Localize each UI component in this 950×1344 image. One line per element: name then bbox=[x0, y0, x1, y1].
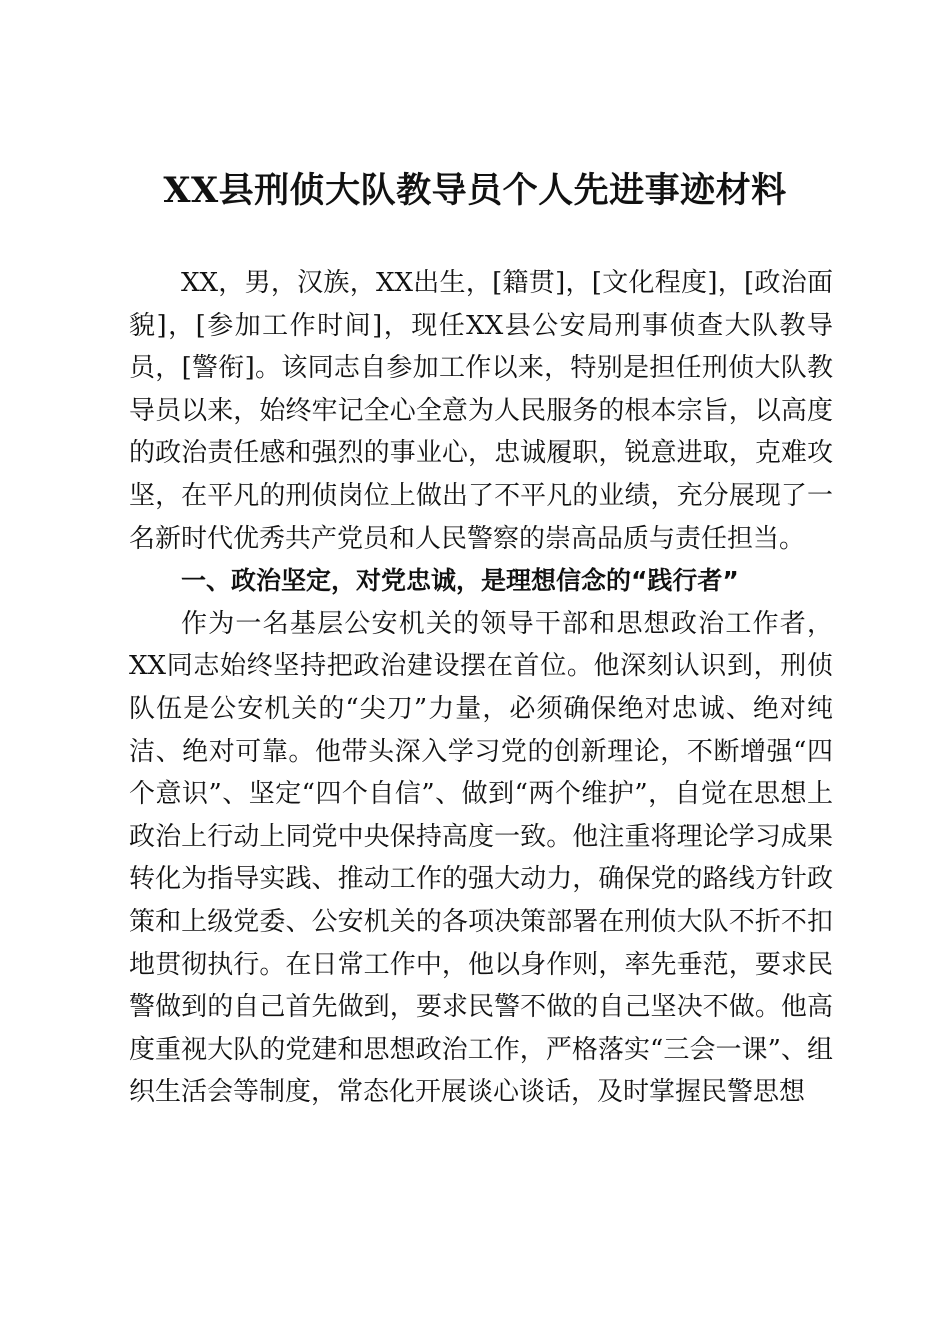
section-1-paragraph: 作为一名基层公安机关的领导干部和思想政治工作者，XX同志始终坚持把政治建设摆在首位。他深刻认识到，刑侦队伍是公安机关的“尖刀”力量，必须确保绝对忠诚、绝对纯洁、绝对可靠。他带头深入学习党的创新理论，不断增强“四个意识”、坚定“四个自信”、做到“两个维护”，自觉在思想上政治上行动上同党中央保持高度一致。他注重将理论学习成果转化为指导实践、推动工作的强大动力，确保党的路线方针政策和上级党委、公安机关的各项决策部署在刑侦大队不折不扣地贯彻执行。在日常工作中，他以身作则，率先垂范，要求民警做到的自己首先做到，要求民警不做的自己坚决不做。他高度重视大队的党建和思想政治工作，严格落实“三会一课”、组织生活会等制度，常态化开展谈心谈话，及时掌握民警思想 bbox=[129, 608, 833, 1108]
intro-paragraph: XX，男，汉族，XX出生，[籍贯]，[文化程度]，[政治面貌]，[参加工作时间]，现任XX县公安局刑事侦查大队教导员，[警衔]。该同志自参加工作以来，特别是担任刑侦大队教导员以来，始终牢记全心全意为人民服务的根本宗旨，以高度的政治责任感和强烈的事业心，忠诚履职，锐意进取，克难攻坚，在平凡的刑侦岗位上做出了不平凡的业绩，充分展现了一名新时代优秀共产党员和人民警察的崇高品质与责任担当。 bbox=[129, 268, 833, 554]
document-body bbox=[129, 262, 833, 1114]
document-title: XX县刑侦大队教导员个人先进事迹材料 bbox=[163, 170, 787, 211]
section-1-heading: 一、政治坚定，对党忠诚，是理想信念的“践行者” bbox=[181, 566, 739, 596]
